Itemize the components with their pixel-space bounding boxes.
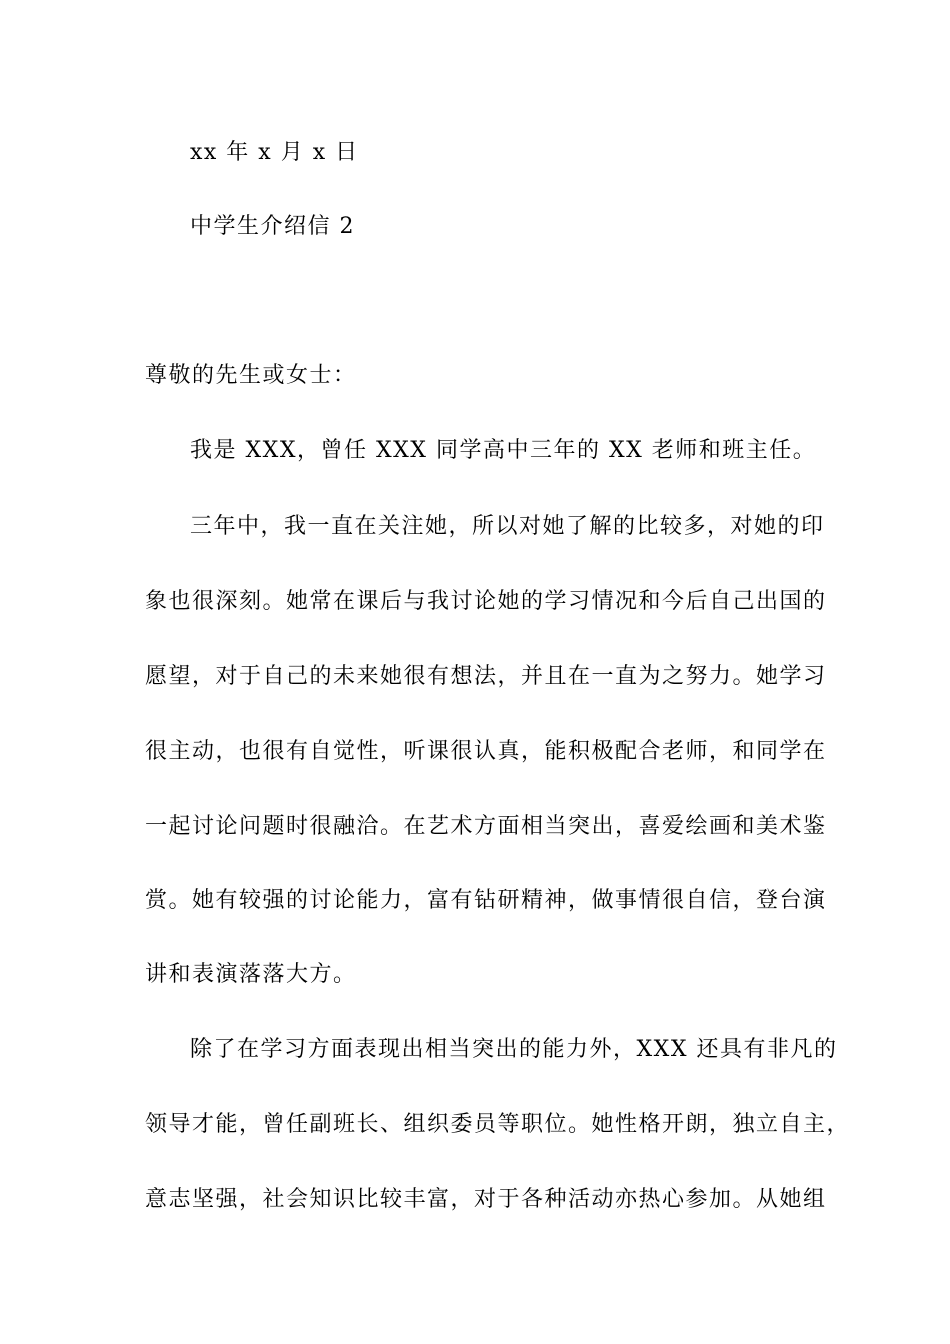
paragraph-line: 很主动，也很有自觉性，听课很认真，能积极配合老师，和同学在 [145, 739, 827, 764]
salutation: 尊敬的先生或女士： [145, 363, 357, 388]
paragraph-line: 除了在学习方面表现出相当突出的能力外，XXX 还具有非凡的 [190, 1037, 838, 1062]
paragraph-line: 愿望，对于自己的未来她很有想法，并且在一直为之努力。她学习 [145, 664, 827, 689]
paragraph-line: 赏。她有较强的讨论能力，富有钻研精神，做事情很自信，登台演 [145, 888, 827, 913]
paragraph-line: 意志坚强，社会知识比较丰富，对于各种活动亦热心参加。从她组 [145, 1187, 827, 1212]
paragraph-line: 三年中，我一直在关注她，所以对她了解的比较多，对她的印 [190, 514, 825, 539]
paragraph-line: 象也很深刻。她常在课后与我讨论她的学习情况和今后自己出国的 [145, 589, 827, 614]
paragraph-line: 讲和表演落落大方。 [145, 962, 357, 987]
paragraph-intro: 我是 XXX，曾任 XXX 同学高中三年的 XX 老师和班主任。 [190, 438, 817, 463]
letter-date: xx 年 x 月 x 日 [190, 140, 359, 165]
letter-heading: 中学生介绍信 2 [190, 214, 355, 239]
paragraph-line: 一起讨论问题时很融洽。在艺术方面相当突出，喜爱绘画和美术鉴 [145, 814, 827, 839]
paragraph-line: 领导才能，曾任副班长、组织委员等职位。她性格开朗，独立自主， [145, 1112, 851, 1137]
